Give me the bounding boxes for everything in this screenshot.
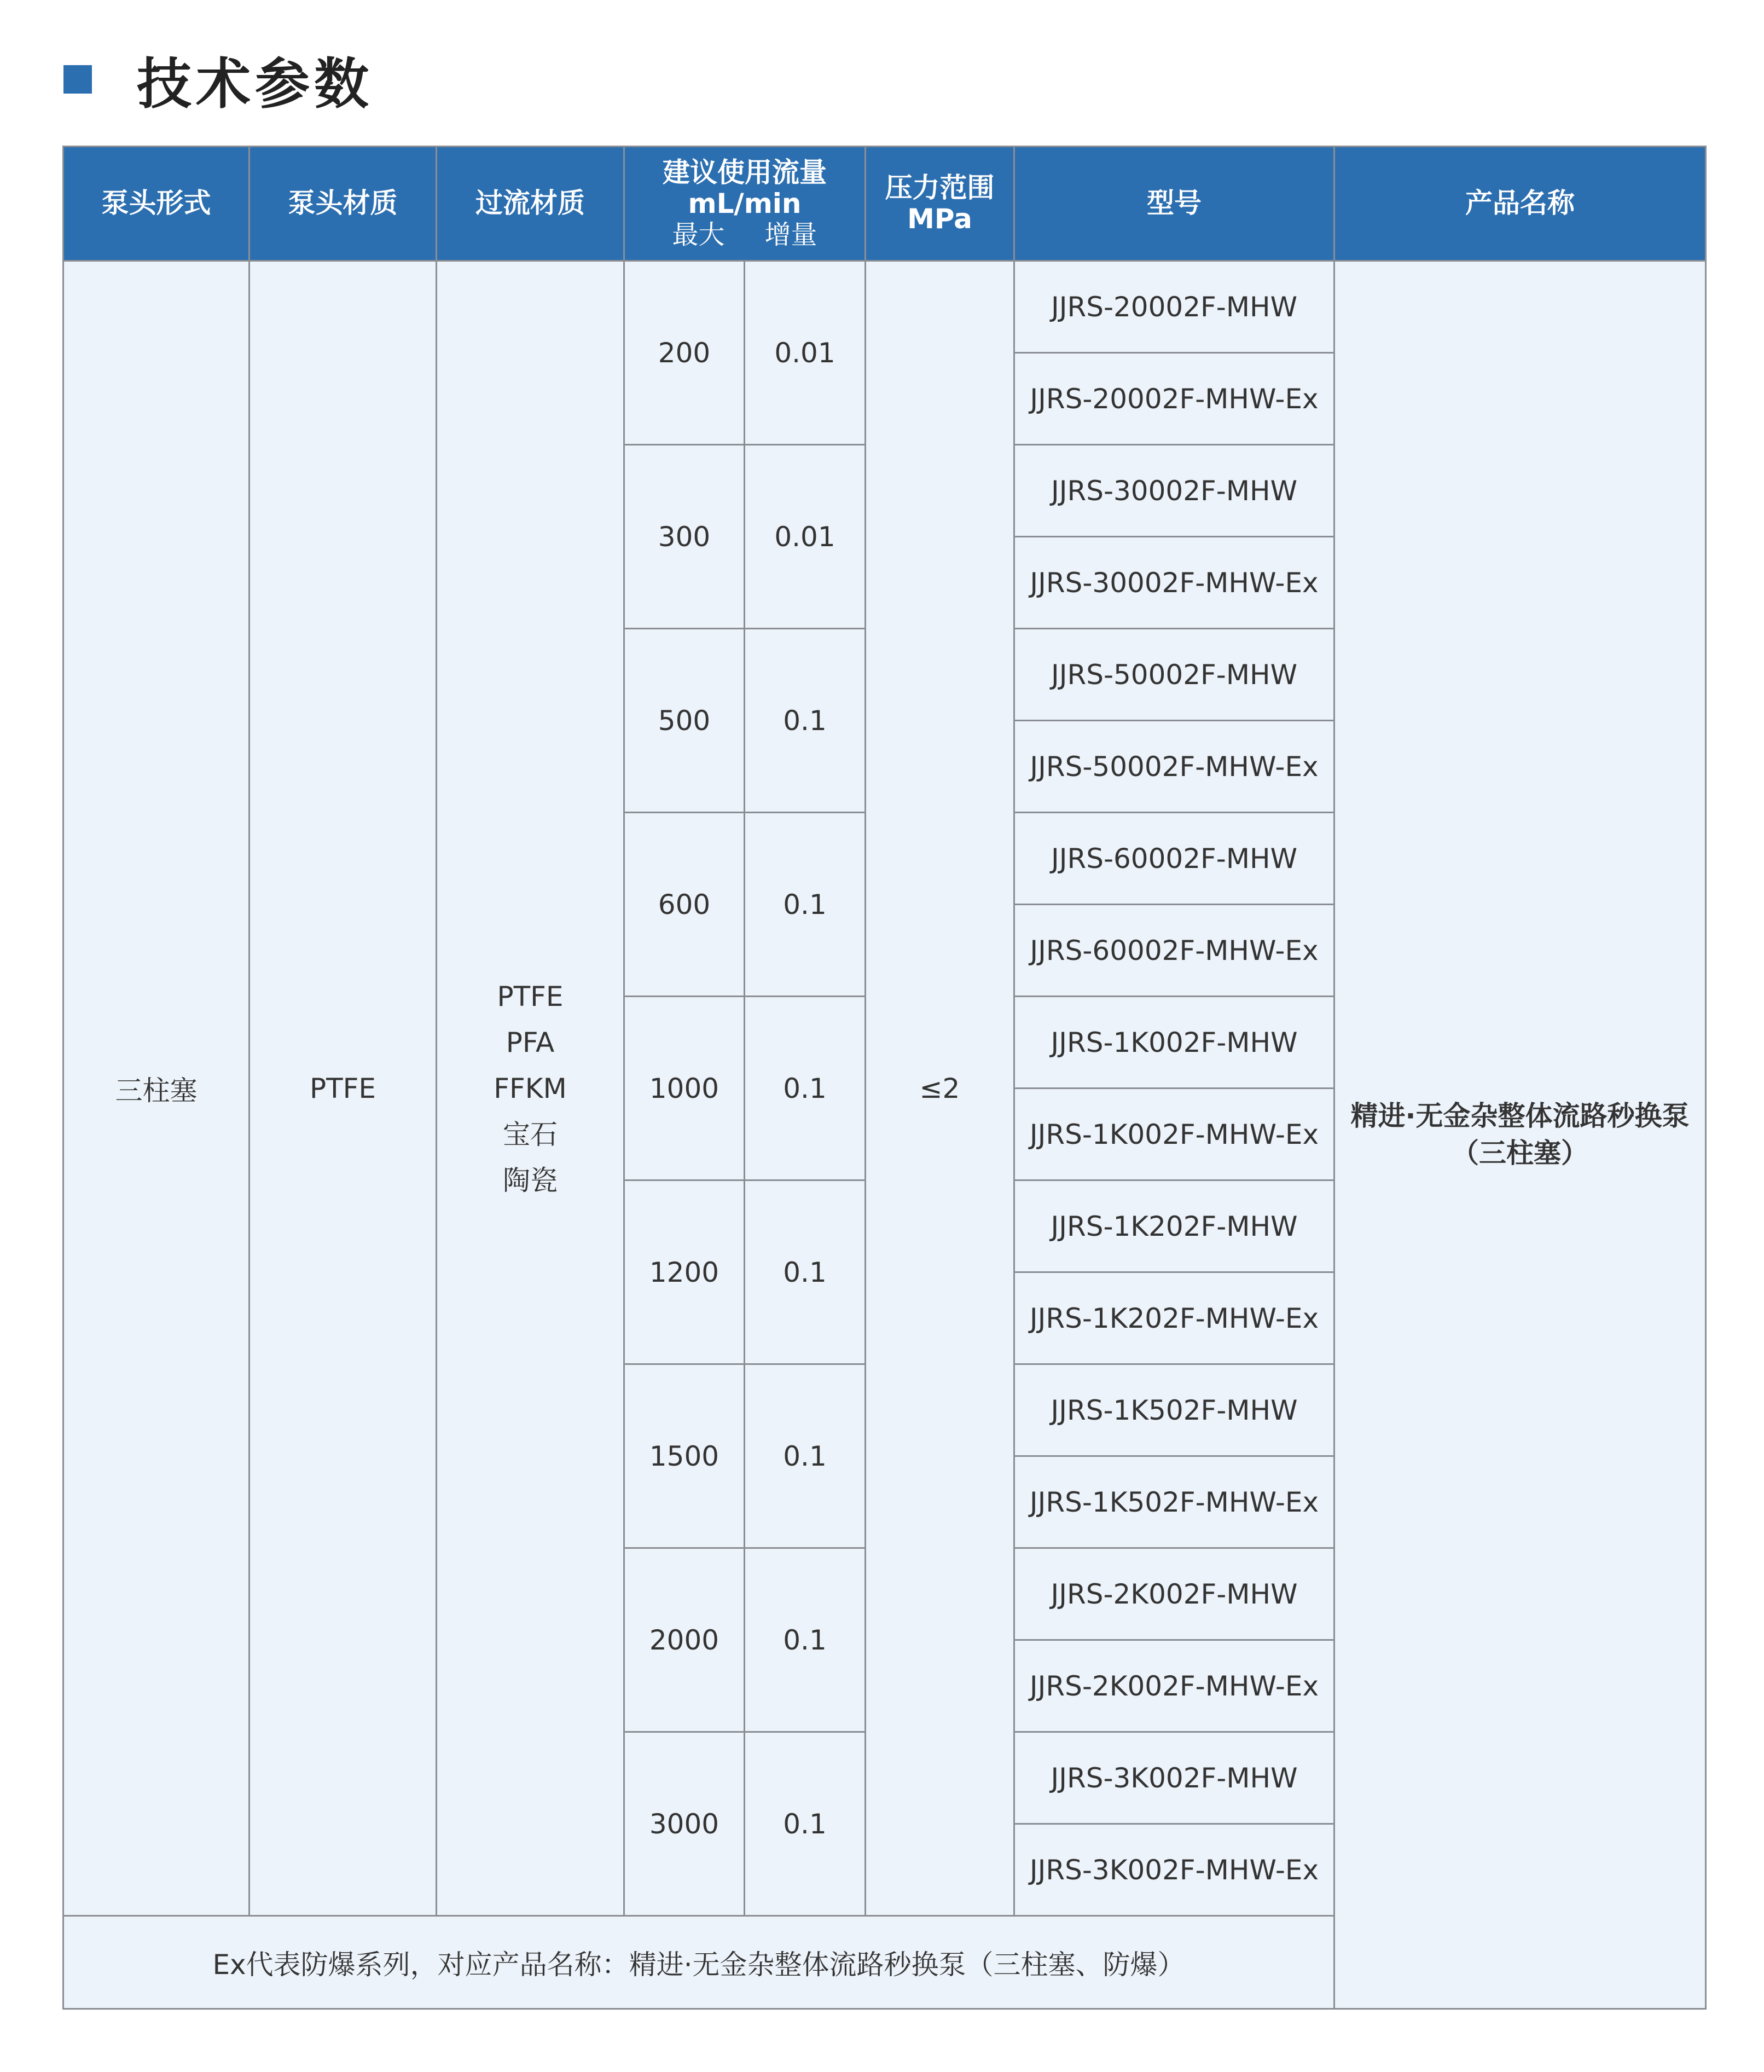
header-product-name: 产品名称: [1334, 147, 1706, 261]
flow-max-cell: 1000: [624, 997, 745, 1180]
header-flow-max: 最大: [672, 219, 725, 250]
model-ex-cell: JJRS-60002F-MHW-Ex: [1014, 905, 1334, 997]
flow-material-item: 宝石: [503, 1118, 558, 1150]
model-ex-cell: JJRS-50002F-MHW-Ex: [1014, 721, 1334, 813]
model-cell: JJRS-50002F-MHW: [1014, 629, 1334, 721]
header-flow-material: 过流材质: [437, 147, 624, 261]
model-cell: JJRS-2K002F-MHW: [1014, 1548, 1334, 1640]
flow-max-cell: 300: [624, 445, 745, 629]
spec-table: [62, 146, 1707, 2010]
model-cell: JJRS-30002F-MHW: [1014, 445, 1334, 537]
header-pressure-title: 压力范围: [885, 171, 995, 204]
model-ex-cell: JJRS-20002F-MHW-Ex: [1014, 353, 1334, 445]
footnote-cell: Ex代表防爆系列，对应产品名称：精进·无金杂整体流路秒换泵（三柱塞、防爆）: [63, 1916, 1334, 2009]
model-cell: JJRS-20002F-MHW: [1014, 261, 1334, 353]
model-ex-cell: JJRS-30002F-MHW-Ex: [1014, 537, 1334, 629]
model-cell: JJRS-1K502F-MHW: [1014, 1364, 1334, 1456]
section-heading: [63, 49, 373, 116]
flow-max-cell: 3000: [624, 1732, 745, 1916]
model-cell: JJRS-3K002F-MHW: [1014, 1732, 1334, 1824]
flow-max-cell: 2000: [624, 1548, 745, 1732]
model-cell: JJRS-1K002F-MHW: [1014, 997, 1334, 1089]
model-ex-cell: JJRS-1K002F-MHW-Ex: [1014, 1089, 1334, 1180]
flow-max-cell: 500: [624, 629, 745, 813]
header-model: 型号: [1014, 147, 1334, 261]
pressure-cell: ≤2: [866, 261, 1014, 1916]
flow-increment-cell: 0.01: [745, 261, 866, 445]
model-ex-cell: JJRS-3K002F-MHW-Ex: [1014, 1824, 1334, 1916]
header-pressure: [866, 147, 1014, 261]
header-flow: [624, 147, 866, 261]
product-name-line1: 精进·无金杂整体流路秒换泵: [1350, 1100, 1690, 1132]
flow-increment-cell: 0.01: [745, 445, 866, 629]
flow-increment-cell: 0.1: [745, 1732, 866, 1916]
pump-head-material-cell: PTFE: [249, 261, 437, 1916]
product-name-line2: （三柱塞）: [1452, 1137, 1588, 1169]
flow-increment-cell: 0.1: [745, 1364, 866, 1548]
header-pump-head-material: 泵头材质: [249, 147, 437, 261]
model-ex-cell: JJRS-1K202F-MHW-Ex: [1014, 1272, 1334, 1364]
flow-increment-cell: 0.1: [745, 1180, 866, 1364]
flow-material-item: PTFE: [497, 980, 564, 1012]
flow-max-cell: 200: [624, 261, 745, 445]
table-row: [63, 261, 1706, 353]
model-cell: JJRS-1K202F-MHW: [1014, 1180, 1334, 1272]
flow-material-item: 陶瓷: [503, 1164, 558, 1196]
flow-increment-cell: 0.1: [745, 629, 866, 813]
header-flow-unit: mL/min: [688, 188, 802, 220]
header-pressure-unit: MPa: [907, 203, 972, 235]
flow-material-item: PFA: [506, 1026, 555, 1058]
flow-material-item: FFKM: [494, 1072, 567, 1104]
model-ex-cell: JJRS-2K002F-MHW-Ex: [1014, 1640, 1334, 1732]
flow-increment-cell: 0.1: [745, 1548, 866, 1732]
section-title: 技术参数: [137, 52, 373, 116]
flow-max-cell: 600: [624, 813, 745, 997]
flow-max-cell: 1200: [624, 1180, 745, 1364]
pump-head-form-cell: 三柱塞: [63, 261, 249, 1916]
flow-increment-cell: 0.1: [745, 997, 866, 1180]
header-flow-increment: 增量: [764, 219, 817, 250]
model-ex-cell: JJRS-1K502F-MHW-Ex: [1014, 1456, 1334, 1548]
square-bullet-icon: [63, 65, 92, 94]
flow-increment-cell: 0.1: [745, 813, 866, 997]
header-flow-title: 建议使用流量: [663, 156, 827, 188]
product-name-cell: [1334, 261, 1706, 2009]
model-cell: JJRS-60002F-MHW: [1014, 813, 1334, 905]
flow-material-cell: [437, 261, 624, 1916]
flow-max-cell: 1500: [624, 1364, 745, 1548]
header-pump-head-form: 泵头形式: [63, 147, 249, 261]
